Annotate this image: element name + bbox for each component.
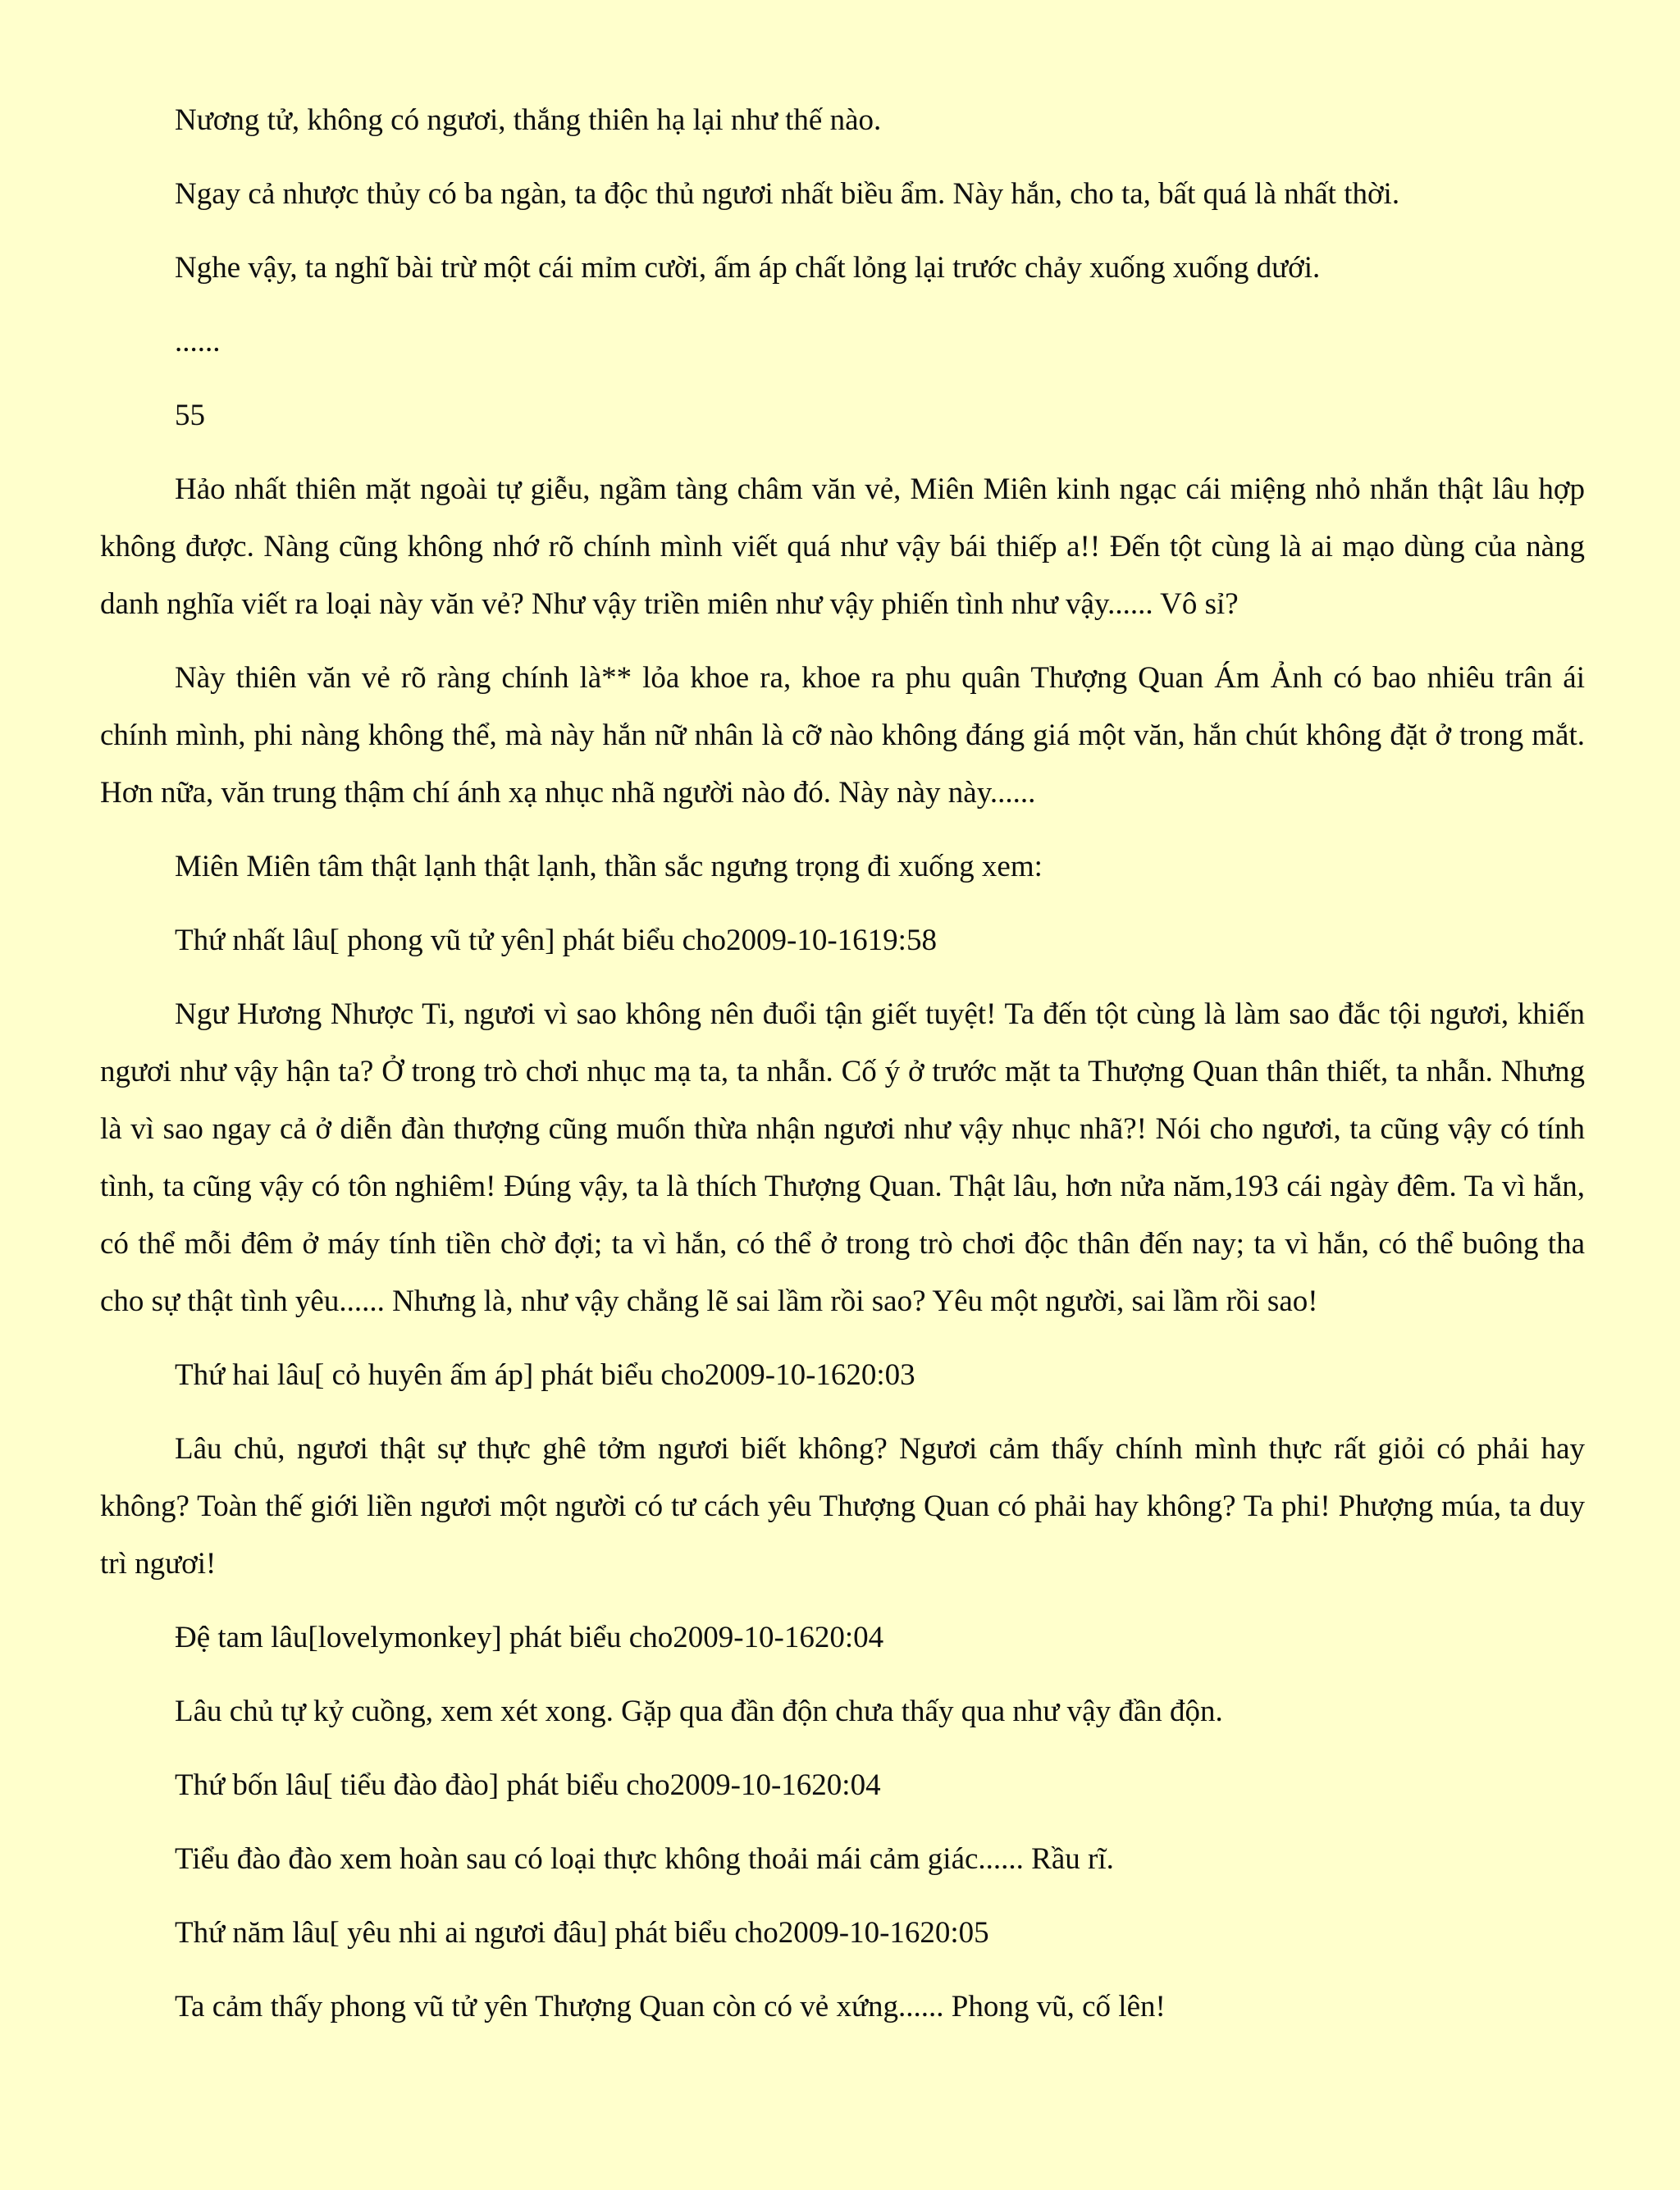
forum-post-header-1: Thứ nhất lâu[ phong vũ tử yên] phát biểu cho2009-10-1619:58 <box>175 924 937 957</box>
paragraph-6: Miên Miên tâm thật lạnh thật lạnh, thần sắc ngưng trọng đi xuống xem: <box>175 850 1043 883</box>
forum-post-header-4: Thứ bốn lâu[ tiểu đào đào] phát biểu cho2009-10-1620:04 <box>175 1768 881 1802</box>
forum-post-body-2: Lâu chủ, ngươi thật sự thực ghê tởm ngươi biết không? Ngươi cảm thấy chính mình thực rất giỏi có phải hay không? Toàn thế giới liền ngươi một người có tư cách yêu Thượng Quan có phải hay không? Ta phi! Phượng múa, ta duy trì ngươi! <box>100 1432 1585 1581</box>
forum-post-header-5: Thứ năm lâu[ yêu nhi ai ngươi đâu] phát biểu cho2009-10-1620:05 <box>175 1916 989 1950</box>
paragraph-3: Nghe vậy, ta nghĩ bài trừ một cái mỉm cười, ấm áp chất lỏng lại trước chảy xuống xuống dưới. <box>175 251 1321 285</box>
ellipsis-separator: ...... <box>175 325 221 358</box>
forum-post-body-4: Tiểu đào đào xem hoàn sau có loại thực không thoải mái cảm giác...... Rầu rĩ. <box>175 1842 1114 1876</box>
chapter-number: 55 <box>175 399 205 432</box>
forum-post-header-3: Đệ tam lâu[lovelymonkey] phát biểu cho2009-10-1620:04 <box>175 1621 884 1654</box>
paragraph-4: Hảo nhất thiên mặt ngoài tự giễu, ngầm tàng châm văn vẻ, Miên Miên kinh ngạc cái miệng nhỏ nhắn thật lâu hợp không được. Nàng cũng không nhớ rõ chính mình viết quá như vậy bái thiếp a!! Đến tột cùng là ai mạo dùng của nàng danh nghĩa viết ra loại này văn vẻ? Như vậy triền miên như vậy phiến tình như vậy...... Vô sỉ? <box>100 472 1585 621</box>
paragraph-1: Nương tử, không có ngươi, thắng thiên hạ lại như thế nào. <box>175 103 882 137</box>
forum-post-body-1: Ngư Hương Nhược Ti, ngươi vì sao không nên đuổi tận giết tuyệt! Ta đến tột cùng là làm sao đắc tội ngươi, khiến ngươi như vậy hận ta? Ở trong trò chơi nhục mạ ta, ta nhẫn. Cố ý ở trước mặt ta Thượng Quan thân thiết, ta nhẫn. Nhưng là vì sao ngay cả ở diễn đàn thượng cũng muốn thừa nhận ngươi như vậy nhục nhã?! Nói cho ngươi, ta cũng vậy có tính tình, ta cũng vậy có tôn nghiêm! Đúng vậy, ta là thích Thượng Quan. Thật lâu, hơn nửa năm,193 cái ngày đêm. Ta vì hắn, có thể mỗi đêm ở máy tính tiền chờ đợi; ta vì hắn, có thể ở trong trò chơi độc thân đến nay; ta vì hắn, có thể buông tha cho sự thật tình yêu...... Nhưng là, như vậy chẳng lẽ sai lầm rồi sao? Yêu một người, sai lầm rồi sao! <box>100 997 1585 1318</box>
forum-post-header-2: Thứ hai lâu[ cỏ huyên ấm áp] phát biểu cho2009-10-1620:03 <box>175 1358 915 1392</box>
paragraph-2: Ngay cả nhược thủy có ba ngàn, ta độc thủ ngươi nhất biều ẩm. Này hắn, cho ta, bất quá là nhất thời. <box>175 177 1400 211</box>
forum-post-body-3: Lâu chủ tự kỷ cuồng, xem xét xong. Gặp qua đần độn chưa thấy qua như vậy đần độn. <box>175 1695 1223 1728</box>
paragraph-5: Này thiên văn vẻ rõ ràng chính là** lỏa khoe ra, khoe ra phu quân Thượng Quan Ám Ảnh có bao nhiêu trân ái chính mình, phi nàng không thể, mà này hắn nữ nhân là cỡ nào không đáng giá một văn, hắn chút không đặt ở trong mắt. Hơn nữa, văn trung thậm chí ánh xạ nhục nhã người nào đó. Này này này...... <box>100 661 1585 810</box>
forum-post-body-5: Ta cảm thấy phong vũ tử yên Thượng Quan còn có vẻ xứng...... Phong vũ, cố lên! <box>175 1990 1166 2023</box>
